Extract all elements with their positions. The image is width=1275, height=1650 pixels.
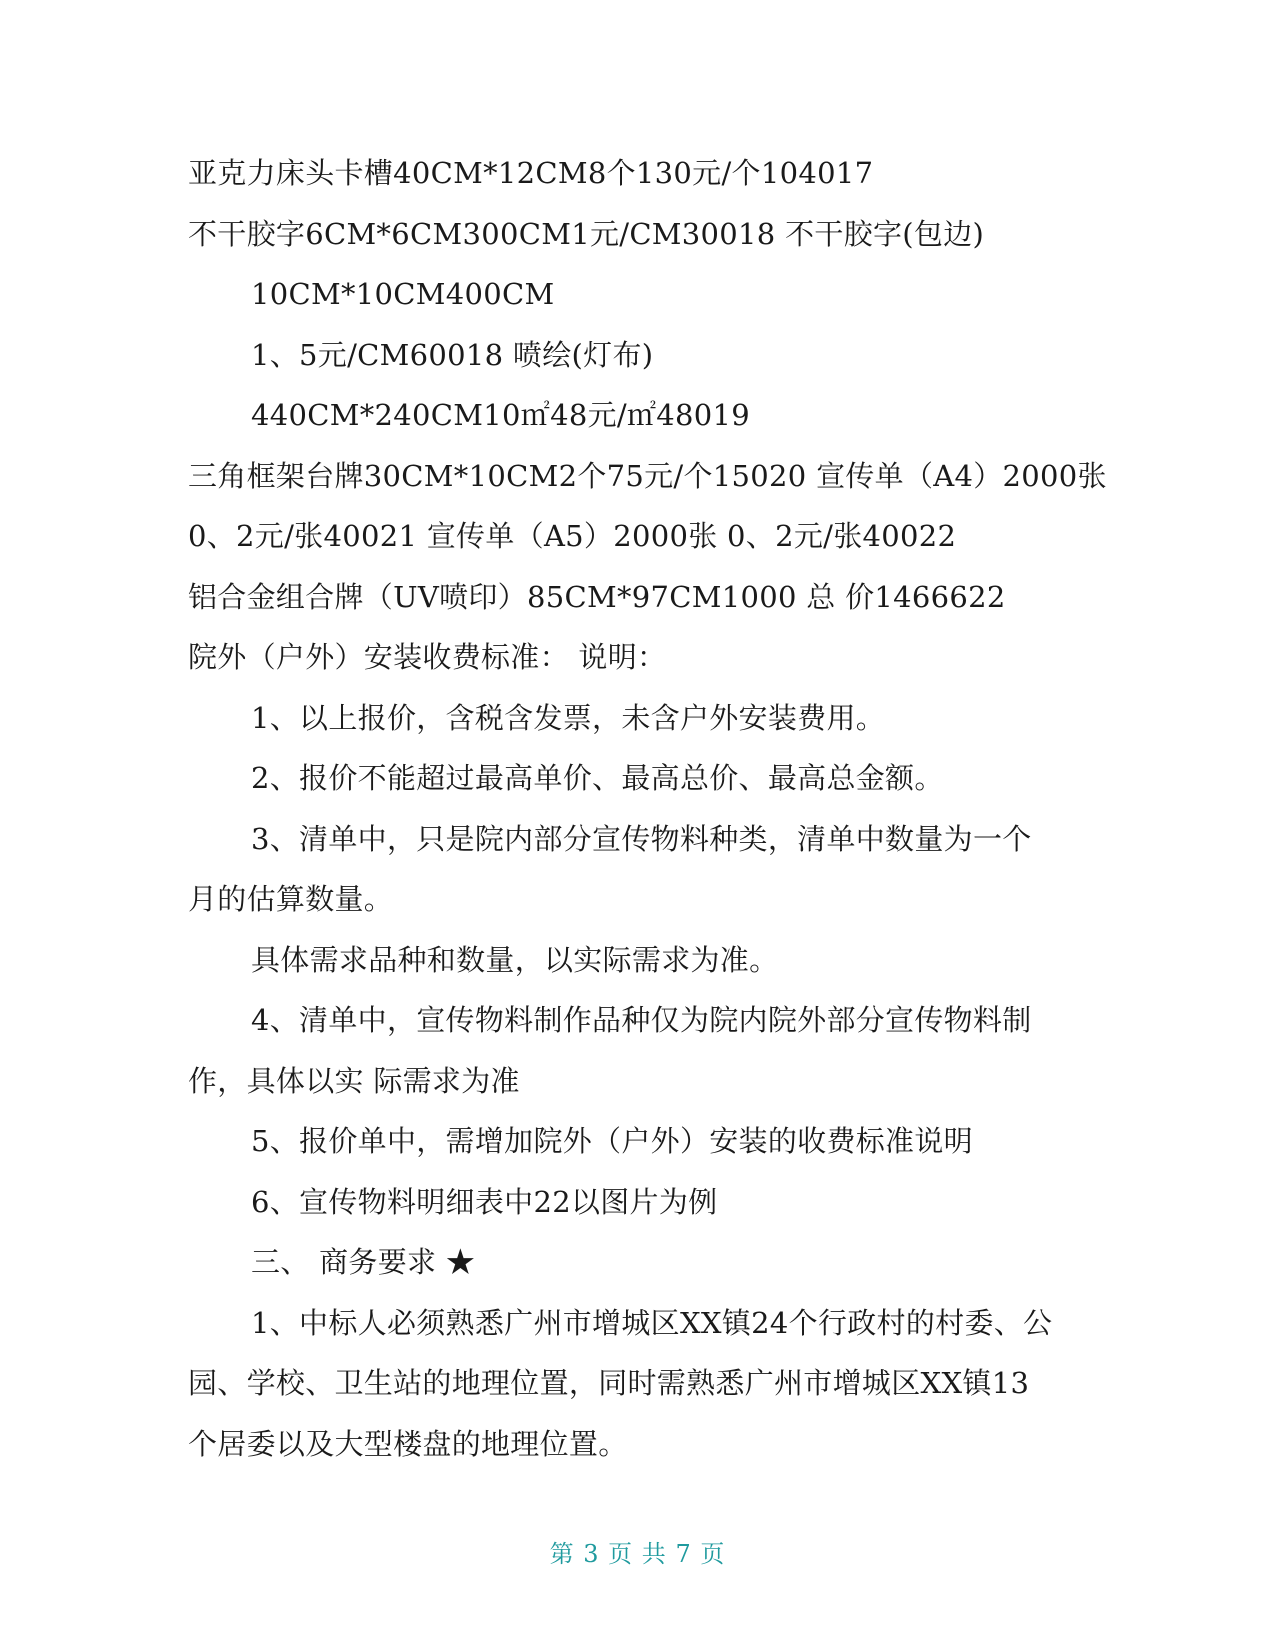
body-line: 10CM*10CM400CM xyxy=(251,277,555,311)
body-line: 1、5元/CM60018 喷绘(灯布) xyxy=(251,337,654,372)
note-item: 2、报价不能超过最高单价、最高总价、最高总金额。 xyxy=(251,761,944,795)
note-item-continued: 作，具体以实 际需求为准 xyxy=(188,1063,520,1098)
body-line: 不干胶字6CM*6CM300CM1元/CM30018 不干胶字(包边) xyxy=(188,216,985,251)
note-item: 3、清单中，只是院内部分宣传物料种类，清单中数量为一个 xyxy=(251,821,1032,856)
note-item: 6、宣传物料明细表中22以图片为例 xyxy=(251,1184,718,1219)
page-number: 第 3 页 共 7 页 xyxy=(549,1540,726,1568)
requirement-item-continued: 个居委以及大型楼盘的地理位置。 xyxy=(188,1426,628,1461)
body-line: 亚克力床头卡槽40CM*12CM8个130元/个104017 xyxy=(188,156,874,190)
body-line: 440CM*240CM10㎡48元/㎡48019 xyxy=(251,398,750,432)
section-heading: 院外（户外）安装收费标准： 说明： xyxy=(188,640,667,674)
requirement-item-continued: 园、学校、卫生站的地理位置，同时需熟悉广州市增城区XX镇13 xyxy=(188,1366,1030,1400)
body-line: 0、2元/张40021 宣传单（A5）2000张 0、2元/张40022 xyxy=(188,519,957,553)
requirement-item: 1、中标人必须熟悉广州市增城区XX镇24个行政村的村委、公 xyxy=(251,1305,1053,1340)
section-heading-business-requirements: 三、 商务要求 ★ xyxy=(251,1245,476,1279)
note-item: 4、清单中，宣传物料制作品种仅为院内院外部分宣传物料制 xyxy=(251,1003,1032,1037)
body-line: 铝合金组合牌（UV喷印）85CM*97CM1000 总 价1466622 xyxy=(188,579,1006,614)
note-item: 具体需求品种和数量，以实际需求为准。 xyxy=(251,942,779,977)
document-body xyxy=(188,143,1107,1474)
note-item-continued: 月的估算数量。 xyxy=(188,882,394,916)
note-item: 5、报价单中，需增加院外（户外）安装的收费标准说明 xyxy=(251,1124,973,1158)
note-item: 1、以上报价，含税含发票，未含户外安装费用。 xyxy=(251,700,886,735)
page-footer xyxy=(0,1534,1275,1569)
body-line: 三角框架台牌30CM*10CM2个75元/个15020 宣传单（A4）2000张 xyxy=(188,458,1107,493)
